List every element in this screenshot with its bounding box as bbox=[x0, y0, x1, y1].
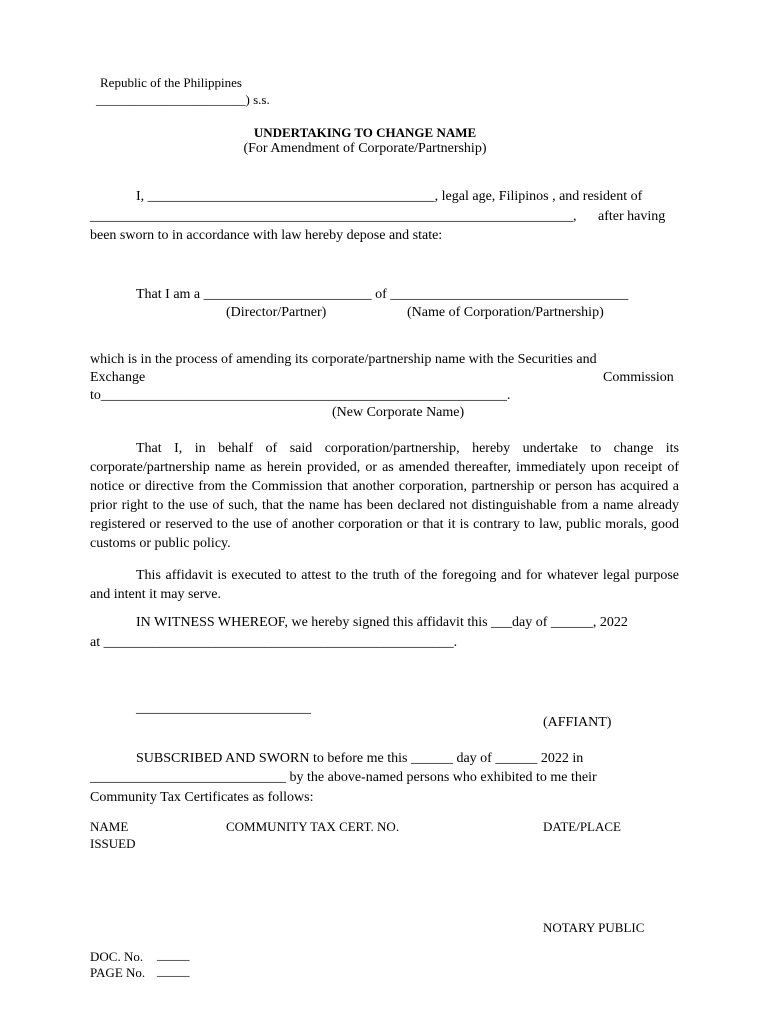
amend-line-2-left: Exchange bbox=[90, 370, 146, 385]
subscribed-line-2: ____________________________ by the above-named persons who exhibited to me their bbox=[90, 770, 597, 785]
role-line: That I am a ________________________ of __________________________________ bbox=[136, 287, 629, 302]
amend-line-1: which is in the process of amending its corporate/partnership name with the Securities and bbox=[90, 352, 597, 367]
affiant-label: (AFFIANT) bbox=[543, 715, 612, 730]
page-no-label: PAGE No. bbox=[90, 965, 146, 980]
role-label: (Director/Partner) bbox=[226, 305, 327, 320]
document-title: UNDERTAKING TO CHANGE NAME bbox=[253, 125, 477, 140]
affiant-signature-line: _________________________ bbox=[136, 701, 311, 716]
witness-line-1: IN WITNESS WHEREOF, we hereby signed this affidavit this ___day of ______, 2022 bbox=[136, 615, 628, 630]
header-name: NAME bbox=[90, 819, 129, 834]
doc-no-blank: _____ bbox=[157, 947, 190, 962]
doc-no-label: DOC. No. bbox=[90, 949, 144, 964]
affidavit-paragraph: This affidavit is executed to attest to the truth of the foregoing and for whatever legal purpose and intent it may serve. bbox=[90, 568, 679, 602]
page-no-blank: _____ bbox=[157, 963, 190, 978]
intro-line-1: I, _________________________________________, legal age, Filipinos , and resident of bbox=[136, 189, 643, 204]
notary-public-label: NOTARY PUBLIC bbox=[543, 920, 645, 935]
republic-line: Republic of the Philippines bbox=[100, 75, 242, 90]
ss-line: _______________________) s.s. bbox=[96, 92, 270, 107]
document-subtitle: (For Amendment of Corporate/Partnership) bbox=[243, 141, 487, 156]
intro-line-3: been sworn to in accordance with law hereby depose and state: bbox=[90, 228, 443, 243]
intro-line-2-blank: _____________________________________________________________________, bbox=[90, 209, 577, 224]
subscribed-line-1: SUBSCRIBED AND SWORN to before me this ______ day of ______ 2022 in bbox=[136, 751, 584, 766]
undertaking-paragraph: That I, in behalf of said corporation/partnership, hereby undertake to change its corporate/partnership name as herein provided, or as amended thereafter, immediately upon receipt of notice or directive from the Commission that another corporation, partnership or person has acquired a prior right to the use of such, that the name has been declared not distinguishable from a name already registered or reserved to the use of another corporation or that it is contrary to law, public morals, good customs or public policy. bbox=[90, 441, 679, 551]
amend-line-3: to__________________________________________________________. bbox=[90, 388, 511, 403]
subscribed-line-3: Community Tax Certificates as follows: bbox=[90, 790, 314, 805]
header-issued: ISSUED bbox=[90, 836, 136, 851]
new-name-label: (New Corporate Name) bbox=[332, 405, 465, 420]
header-ctc: COMMUNITY TAX CERT. NO. bbox=[226, 819, 400, 834]
corporation-label: (Name of Corporation/Partnership) bbox=[407, 305, 604, 320]
header-date-place: DATE/PLACE bbox=[543, 819, 621, 834]
witness-line-2: at __________________________________________________. bbox=[90, 635, 458, 650]
amend-line-2-right: Commission bbox=[603, 370, 674, 385]
intro-line-2-tail: after having bbox=[598, 209, 666, 224]
